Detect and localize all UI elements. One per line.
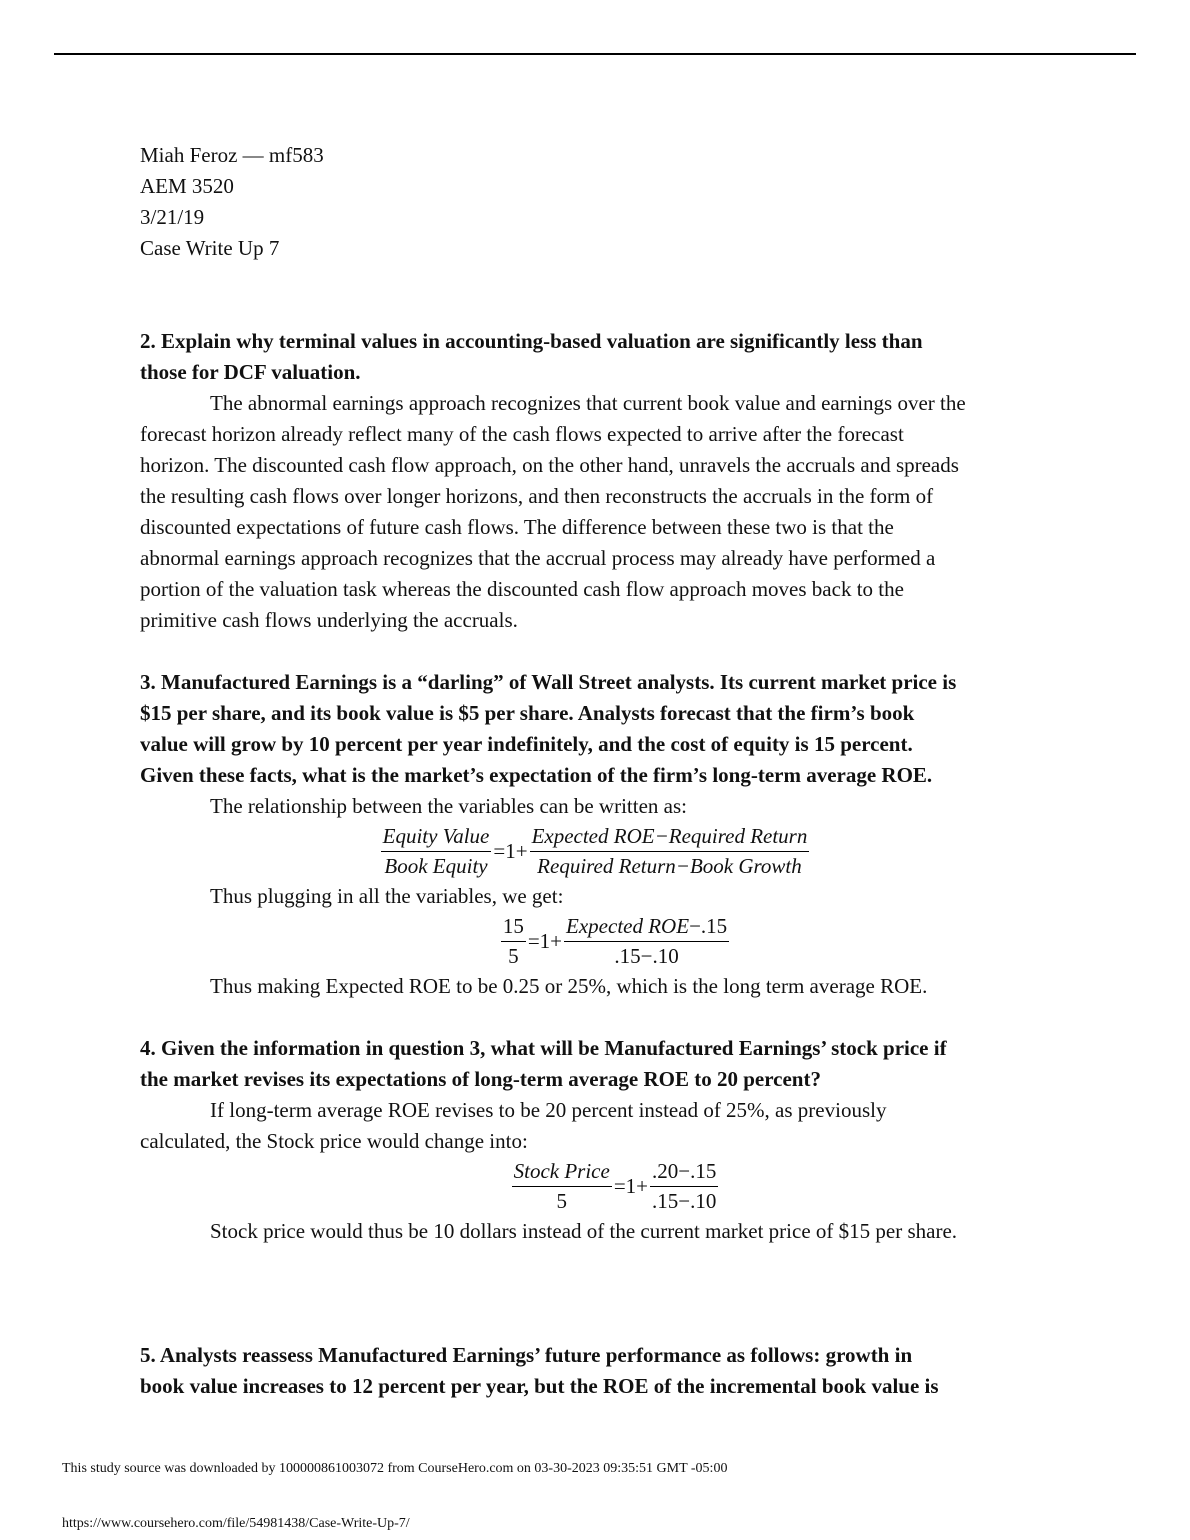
eq3-lhs-den: 5 [556, 1189, 567, 1213]
eq2-lhs-den: 5 [508, 944, 519, 968]
q3-question-line: $15 per share, and its book value is $5 per share. Analysts forecast that the firm’s book [140, 701, 915, 725]
question-3 [140, 667, 1060, 1002]
author-name: Miah Feroz — mf583 [140, 143, 324, 167]
q4-conclusion: Stock price would thus be 10 dollars instead of the current market price of $15 per share. [210, 1219, 958, 1243]
eq3-equals-one: =1+ [613, 1174, 649, 1198]
eq2-rhs-num-b: −.15 [689, 914, 728, 938]
q3-question-line: 3. Manufactured Earnings is a “darling” of Wall Street analysts. Its current market price is [140, 670, 957, 694]
eq2-rhs-fraction [564, 912, 729, 971]
q3-intro: The relationship between the variables can be written as: [210, 794, 687, 818]
q2-answer-line: abnormal earnings approach recognizes that the accrual process may already have performed a [140, 546, 936, 570]
document-body [140, 140, 1060, 1402]
eq1-lhs-num: Equity Value [381, 822, 492, 852]
q3-question-line: value will grow by 10 percent per year indefinitely, and the cost of equity is 15 percent. [140, 732, 913, 756]
course-code: AEM 3520 [140, 174, 234, 198]
top-rule [54, 53, 1136, 55]
q5-question-line2: book value increases to 12 percent per year, but the ROE of the incremental book value is [140, 1374, 939, 1398]
doc-title: Case Write Up 7 [140, 236, 280, 260]
question-2 [140, 326, 1060, 636]
equation-1 [130, 822, 1060, 881]
q2-answer-line: forecast horizon already reflect many of the cash flows expected to arrive after the forecast [140, 422, 904, 446]
eq3-rhs-fraction [650, 1157, 718, 1216]
eq1-lhs-fraction [381, 822, 492, 881]
eq1-equals-one: =1+ [493, 839, 528, 863]
eq2-lhs-fraction [501, 912, 526, 971]
q4-question-line1: 4. Given the information in question 3, what will be Manufactured Earnings’ stock price if [140, 1036, 947, 1060]
question-5 [140, 1340, 1060, 1402]
eq2-rhs-num [564, 912, 729, 942]
eq2-rhs-num-a: Expected ROE [566, 914, 690, 938]
q2-answer-line: The abnormal earnings approach recognizes that current book value and earnings over the [210, 391, 966, 415]
eq3-lhs-fraction [512, 1157, 612, 1216]
question-4 [140, 1033, 1060, 1247]
eq3-rhs-num: .20−.15 [650, 1157, 718, 1187]
q2-answer-line: the resulting cash flows over longer horizons, and then reconstructs the accruals in the form of [140, 484, 934, 508]
eq3-lhs-num: Stock Price [512, 1157, 612, 1187]
eq1-rhs-fraction [530, 822, 810, 881]
equation-2 [170, 912, 1060, 971]
eq1-rhs-den: Required Return−Book Growth [537, 854, 802, 878]
equation-3 [170, 1157, 1060, 1216]
eq2-rhs-den: .15−.10 [614, 944, 679, 968]
q2-question-line2: those for DCF valuation. [140, 360, 361, 384]
eq1-lhs-den: Book Equity [384, 854, 488, 878]
q2-question-line1: 2. Explain why terminal values in accounting-based valuation are significantly less than [140, 329, 923, 353]
date: 3/21/19 [140, 205, 205, 229]
q5-question-line1: 5. Analysts reassess Manufactured Earnings’ future performance as follows: growth in [140, 1343, 913, 1367]
q4-question-line2: the market revises its expectations of long-term average ROE to 20 percent? [140, 1067, 821, 1091]
eq2-lhs-num: 15 [501, 912, 526, 942]
q4-answer-line2: calculated, the Stock price would change into: [140, 1129, 528, 1153]
q2-answer-line: portion of the valuation task whereas the discounted cash flow approach moves back to the [140, 577, 904, 601]
eq1-rhs-num: Expected ROE−Required Return [530, 822, 810, 852]
eq2-equals-one: =1+ [527, 929, 563, 953]
q4-answer-line1: If long-term average ROE revises to be 20 percent instead of 25%, as previously [210, 1098, 887, 1122]
q3-conclusion: Thus making Expected ROE to be 0.25 or 25%, which is the long term average ROE. [210, 974, 928, 998]
q2-answer-line: horizon. The discounted cash flow approach, on the other hand, unravels the accruals and spreads [140, 453, 959, 477]
source-url[interactable]: https://www.coursehero.com/file/54981438/Case-Write-Up-7/ [62, 1516, 410, 1531]
eq3-rhs-den: .15−.10 [652, 1189, 717, 1213]
q3-plug: Thus plugging in all the variables, we get: [210, 884, 564, 908]
q3-question-line: Given these facts, what is the market’s expectation of the firm’s long-term average ROE. [140, 763, 933, 787]
q2-answer-line: discounted expectations of future cash flows. The difference between these two is that the [140, 515, 894, 539]
q2-answer-line: primitive cash flows underlying the accruals. [140, 608, 518, 632]
header-block [140, 140, 1060, 264]
download-notice: This study source was downloaded by 100000861003072 from CourseHero.com on 03-30-2023 09:35:51 GMT -05:00 [62, 1461, 728, 1476]
